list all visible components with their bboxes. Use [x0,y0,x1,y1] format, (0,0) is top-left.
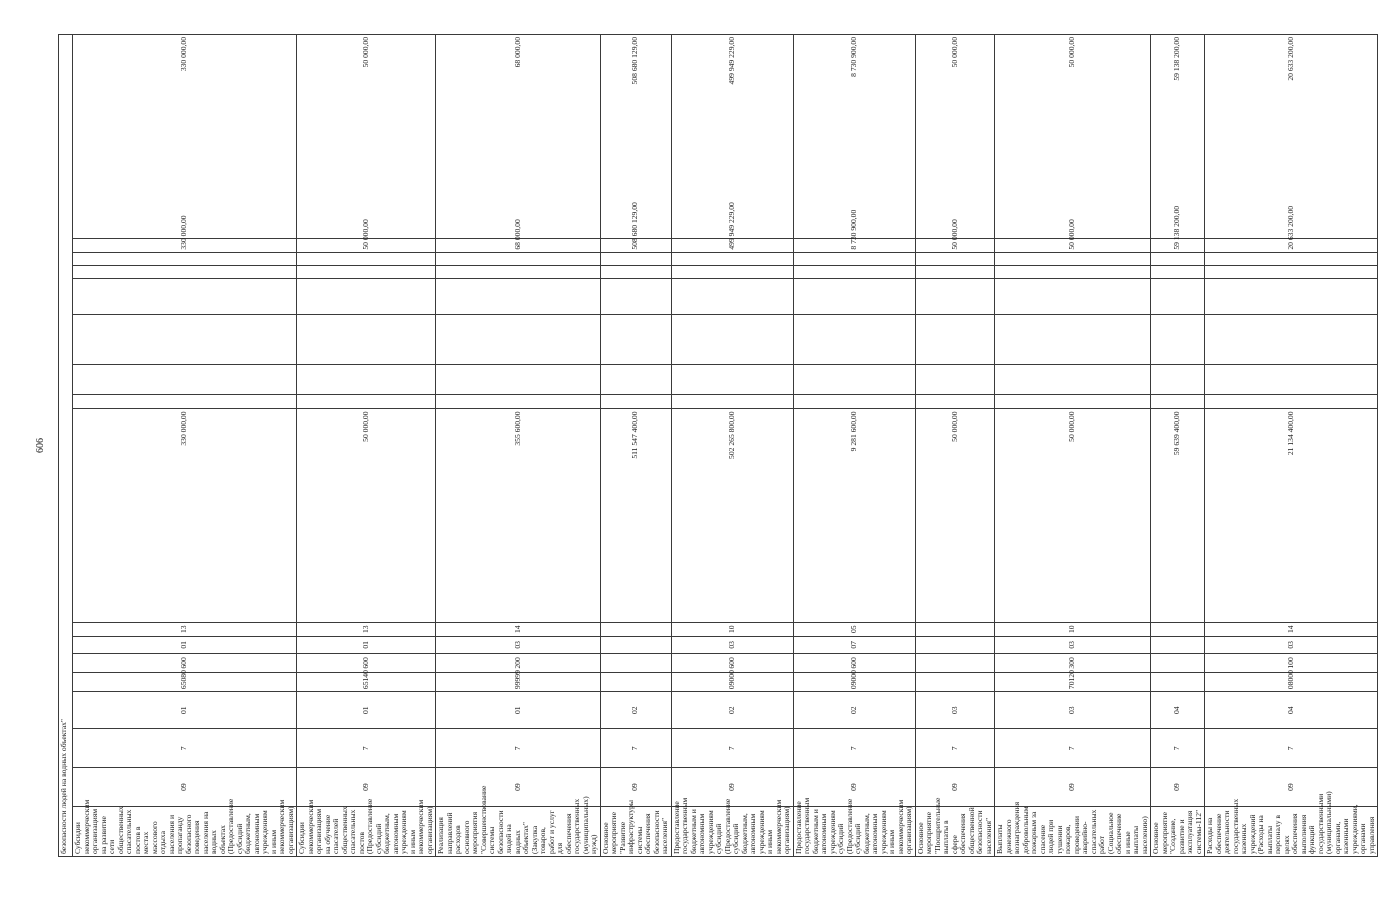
row-description: Основное мероприятие "Создание, развитие и эксплуатация системы-112" [1151,806,1205,856]
article-code: 70120 [995,672,1151,691]
expense-type-code [600,653,671,672]
kosgu-code [915,636,995,653]
amount-year-3: 50 000,00 [915,35,995,239]
empty-cell [73,395,297,409]
ministry-code: 09 [995,768,1151,806]
kosgu-code: 03 [671,636,793,653]
empty-cell [915,278,995,314]
row-description: Выплаты денежного вознаграждения добровольным пожарным за спасение людей при тушении пожаров, проведении аварийно-спасательных работ (Социальное обеспечение и иные выплаты населению) [995,806,1151,856]
amount-year-1: 59 639 400,00 [1151,409,1205,622]
empty-cell [297,265,436,278]
empty-cell [600,395,671,409]
amount-year-2: 499 949 229,00 [671,238,793,252]
empty-cell [1151,265,1205,278]
empty-cell [671,314,793,364]
empty-cell [793,265,915,278]
ministry-code: 09 [73,768,297,806]
subsection-code: 01 [436,692,601,729]
section-code: 7 [436,729,601,768]
amount-year-2: 20 633 200,00 [1205,238,1378,252]
empty-cell [671,365,793,395]
kosgu-code [1151,636,1205,653]
empty-cell [73,314,297,364]
subsection-code: 02 [671,692,793,729]
subsection-code: 01 [297,692,436,729]
table-row [995,35,1151,857]
amount-year-2: 50 000,00 [297,238,436,252]
amount-year-3: 499 949 229,00 [671,35,793,239]
sub-code: 13 [297,622,436,636]
ministry-code: 09 [297,768,436,806]
empty-cell [671,265,793,278]
empty-cell [915,252,995,265]
amount-year-1: 50 000,00 [297,409,436,622]
ministry-code: 09 [915,768,995,806]
ministry-code: 09 [1151,768,1205,806]
table-row [600,35,671,857]
ministry-code: 09 [671,768,793,806]
empty-cell [600,265,671,278]
table-row [671,35,793,857]
empty-cell [995,395,1151,409]
empty-cell [793,278,915,314]
empty-cell [1205,365,1378,395]
empty-cell [995,314,1151,364]
empty-cell [73,278,297,314]
empty-cell [1205,278,1378,314]
empty-cell [73,252,297,265]
table-row [73,35,297,857]
sub-code: 05 [793,622,915,636]
sub-code: 14 [436,622,601,636]
amount-year-1: 511 547 400,00 [600,409,671,622]
section-code: 7 [793,729,915,768]
empty-cell [793,365,915,395]
amount-year-3: 20 633 200,00 [1205,35,1378,239]
subsection-code: 01 [73,692,297,729]
empty-cell [793,314,915,364]
amount-year-1: 50 000,00 [995,409,1151,622]
expense-type-code: 600 [73,653,297,672]
empty-cell [915,265,995,278]
empty-cell [1151,395,1205,409]
subsection-code: 04 [1205,692,1378,729]
row-description: Основное мероприятие "Развитие инфраструктуры системы обеспечения безопасности населения" [600,806,671,856]
row-description: Основное мероприятие "Поощрительные выплаты в сфере обеспечения общественной безопасности населения" [915,806,995,856]
empty-cell [600,252,671,265]
sub-code [915,622,995,636]
empty-cell [297,365,436,395]
expense-type-code [915,653,995,672]
empty-cell [671,395,793,409]
ministry-code: 09 [793,768,915,806]
amount-year-2: 50 000,00 [915,238,995,252]
amount-year-1: 50 000,00 [915,409,995,622]
kosgu-code: 03 [995,636,1151,653]
amount-year-3: 68 000,00 [436,35,601,239]
article-code: 65080 [73,672,297,691]
empty-cell [600,314,671,364]
kosgu-code: 03 [436,636,601,653]
amount-year-2: 508 680 129,00 [600,238,671,252]
amount-year-3: 508 680 129,00 [600,35,671,239]
sub-code: 14 [1205,622,1378,636]
amount-year-1: 502 265 800,00 [671,409,793,622]
empty-cell [297,314,436,364]
article-code: 65140 [297,672,436,691]
ministry-code: 09 [600,768,671,806]
amount-year-1: 21 134 400,00 [1205,409,1378,622]
empty-cell [436,278,601,314]
empty-cell [297,395,436,409]
table-row [297,35,436,857]
expense-type-code: 600 [671,653,793,672]
section-code: 7 [73,729,297,768]
empty-cell [73,265,297,278]
empty-cell [995,252,1151,265]
empty-cell [915,365,995,395]
article-code [600,672,671,691]
expense-type-code: 300 [995,653,1151,672]
empty-cell [436,314,601,364]
empty-cell [73,365,297,395]
section-code: 7 [297,729,436,768]
section-code: 7 [915,729,995,768]
empty-cell [1151,252,1205,265]
empty-cell [1151,365,1205,395]
section-code: 7 [1151,729,1205,768]
row-description: Предоставление государственным бюджетным и автономным учреждениям субсидий (Предоставление субсидий бюджетным, автономным учреждениям и иным некоммерческим организациям) [671,806,793,856]
amount-year-2: 68 000,00 [436,238,601,252]
amount-year-1: 355 600,00 [436,409,601,622]
kosgu-code [600,636,671,653]
empty-cell [671,252,793,265]
subsection-code: 02 [793,692,915,729]
kosgu-code: 07 [793,636,915,653]
rotated-page-frame [34,34,1376,857]
article-code: 09000 [793,672,915,691]
amount-year-2: 59 138 200,00 [1151,238,1205,252]
table-row [1205,35,1378,857]
amount-year-3: 8 730 900,00 [793,35,915,239]
amount-year-3: 330 000,00 [73,35,297,239]
expense-type-code: 100 [1205,653,1378,672]
amount-year-3: 50 000,00 [995,35,1151,239]
amount-year-2: 8 730 900,00 [793,238,915,252]
subsection-code: 04 [1151,692,1205,729]
amount-year-2: 50 000,00 [995,238,1151,252]
empty-cell [671,278,793,314]
empty-cell [297,252,436,265]
budget-table [58,34,1378,857]
empty-cell [1151,314,1205,364]
kosgu-code: 01 [73,636,297,653]
table-row [793,35,915,857]
ministry-code: 09 [1205,768,1378,806]
row-description: Предоставление государственным бюджетным и автономным учреждениям субсидий (Предоставление субсидий бюджетным, автономным учреждениям и иным некоммерческим организациям) [793,806,915,856]
empty-cell [297,278,436,314]
amount-year-1: 9 281 600,00 [793,409,915,622]
empty-cell [1205,395,1378,409]
empty-cell [915,314,995,364]
article-code [1151,672,1205,691]
empty-cell [995,265,1151,278]
row-description: Субсидии некоммерческим организациям на обучение спасателей общественных спасательных постов (Предоставление субсидий бюджетным, автономным учреждениям и иным некоммерческим организациям) [297,806,436,856]
sub-code [1151,622,1205,636]
amount-year-2: 330 000,00 [73,238,297,252]
sub-code: 10 [671,622,793,636]
row-description: Реализация направлений расходов основного мероприятия "Совершенствование системы безопасности людей на водных объектах" (Закупка товаров, работ и услуг для обеспечения государственных (муниципальных) нужд) [436,806,601,856]
section-code: 7 [671,729,793,768]
empty-cell [436,395,601,409]
kosgu-code: 01 [297,636,436,653]
expense-type-code: 600 [793,653,915,672]
empty-cell [995,278,1151,314]
empty-cell [1205,314,1378,364]
amount-year-3: 59 138 200,00 [1151,35,1205,239]
empty-cell [793,252,915,265]
table-row [59,35,73,857]
expense-type-code [1151,653,1205,672]
article-code: 08000 [1205,672,1378,691]
empty-cell [600,278,671,314]
empty-cell [1151,278,1205,314]
sub-code: 13 [73,622,297,636]
empty-cell [995,365,1151,395]
table-row [915,35,995,857]
empty-cell [1205,252,1378,265]
expense-type-code: 200 [436,653,601,672]
row-description: Расходы на обеспечение деятельности государственных казенных учреждений (Расходы на выплаты персоналу в целях обеспечения выполнения функций государственными (муниципальными) органами, казенными учреждениями, органами управления [1205,806,1378,856]
kosgu-code: 03 [1205,636,1378,653]
section-code: 7 [995,729,1151,768]
page-number: 606 [35,438,46,453]
empty-cell [915,395,995,409]
expense-type-code: 600 [297,653,436,672]
empty-cell [1205,265,1378,278]
ministry-code: 09 [436,768,601,806]
subsection-code: 03 [995,692,1151,729]
empty-cell [793,395,915,409]
empty-cell [436,365,601,395]
article-code: 09000 [671,672,793,691]
sub-code: 10 [995,622,1151,636]
subsection-code: 02 [600,692,671,729]
section-code: 7 [600,729,671,768]
table-row [436,35,601,857]
amount-year-1: 330 000,00 [73,409,297,622]
amount-year-3: 50 000,00 [297,35,436,239]
empty-cell [600,365,671,395]
sub-code [600,622,671,636]
empty-cell [436,252,601,265]
table-row [1151,35,1205,857]
subsection-code: 03 [915,692,995,729]
row-description: безопасности людей на водных объектах" [59,35,73,857]
empty-cell [436,265,601,278]
section-code: 7 [1205,729,1378,768]
article-code [915,672,995,691]
row-description: Субсидии некоммерческим организациям на развитие сети общественных спасательных постов в местах массового отдыха населения и пропаганду безопасного поведения населения на водных объектах (Предоставление субсидий бюджетным, автономным учреждениям и иным некоммерческим организациям) [73,806,297,856]
article-code: 99999 [436,672,601,691]
